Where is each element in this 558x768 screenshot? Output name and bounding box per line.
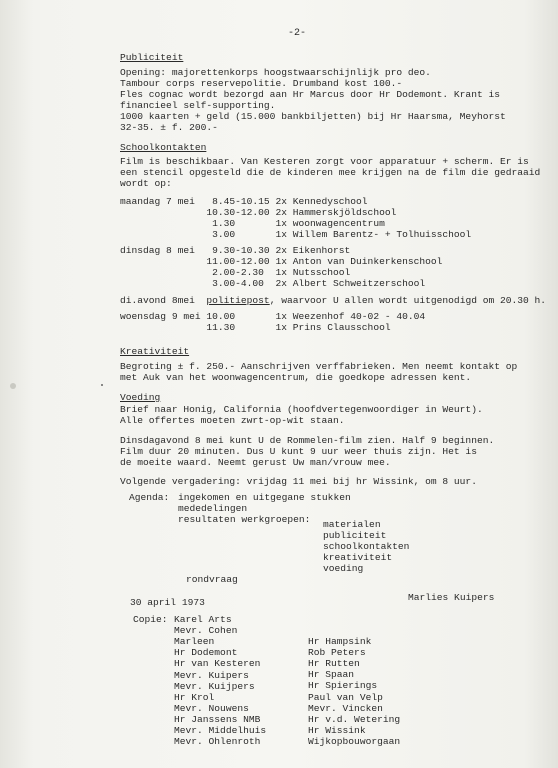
evening-prefix: di.avond 8mei xyxy=(120,295,207,306)
copy-recipient: Hr Rutten xyxy=(308,658,360,670)
voeding-line: Alle offertes moeten zwrt-op-wit staan. xyxy=(120,415,345,426)
copy-recipient: Hr Janssens NMB xyxy=(174,713,261,725)
ink-speck xyxy=(101,384,103,386)
section-heading-publiciteit: Publiciteit xyxy=(120,52,184,63)
publiciteit-line: Tambour corps reservepolitie. Drumband kost 100.- xyxy=(120,78,403,89)
wednesday-line: woensdag 9 mei 10.00 1x Weezenhof 40-02 - 40.04 xyxy=(120,311,426,322)
werkgroep-item: schoolkontakten xyxy=(323,541,410,552)
schedule-line: 3.00-4.00 2x Albert Schweitzerschool xyxy=(120,278,426,289)
agenda-rondvraag: rondvraag xyxy=(186,574,238,585)
copy-recipient: Mevr. Ohlenroth xyxy=(174,736,261,748)
dinsdagavond-line: de moeite waard. Neemt gerust Uw man/vrouw mee. xyxy=(120,457,391,468)
copy-label: Copie: xyxy=(133,614,168,625)
copy-recipient: Hr Krol xyxy=(174,691,215,703)
copy-recipient: Mevr. Vincken xyxy=(308,702,383,714)
copy-recipient: Wijkopbouworgaan xyxy=(308,735,401,747)
copy-recipient: Mevr. Kuipers xyxy=(174,669,249,681)
agenda-item: resultaten werkgroepen: xyxy=(178,514,311,525)
schedule-line: 10.30-12.00 2x Hammerskjöldschool xyxy=(120,207,397,218)
section-heading-kreativiteit: Kreativiteit xyxy=(120,346,190,357)
schedule-line: dinsdag 8 mei 9.30-10.30 2x Eikenhorst xyxy=(120,245,351,256)
copy-recipient: Karel Arts xyxy=(174,614,232,625)
schedule-line: maandag 7 mei 8.45-10.15 2x Kennedyschool xyxy=(120,196,368,207)
werkgroep-item: kreativiteit xyxy=(323,552,393,563)
page-number: -2- xyxy=(288,28,307,39)
evening-politiepost: politiepost xyxy=(206,295,270,306)
voeding-line: Brief naar Honig, California (hoofdvertegenwoordiger in Weurt). xyxy=(120,404,483,415)
werkgroep-item: voeding xyxy=(323,563,364,574)
schedule-line: 11.00-12.00 1x Anton van Duinkerkenschool xyxy=(120,256,443,267)
schoolkontakten-intro-line: wordt op: xyxy=(120,178,172,189)
agenda-label: Agenda: xyxy=(129,492,170,503)
publiciteit-line: Opening: majorettenkorps hoogstwaarschijnlijk pro deo. xyxy=(120,67,431,78)
copy-recipient: Mevr. Middelhuis xyxy=(174,725,267,736)
copy-recipient: Hr Dodemont xyxy=(174,647,238,659)
letter-date: 30 april 1973 xyxy=(130,597,205,608)
copy-recipient: Marleen xyxy=(174,636,215,648)
publiciteit-line: Fles cognac wordt bezorgd aan Hr Marcus door Hr Dodemont. Krant is xyxy=(120,89,500,100)
next-meeting-line: Volgende vergadering: vrijdag 11 mei bij hr Wissink, om 8 uur. xyxy=(120,476,477,487)
dinsdagavond-line: Film duur 20 minuten. Dus U kunt 9 uur weer thuis zijn. Het is xyxy=(120,446,477,457)
publiciteit-line: 1000 kaarten + geld (15.000 bankbiljetten) bij Hr Haarsma, Meyhorst xyxy=(120,111,506,122)
copy-recipient: Rob Peters xyxy=(308,647,366,659)
evening-suffix: , waarvoor U allen wordt uitgenodigd om 20.30 h. xyxy=(269,295,547,306)
publiciteit-line: 32-35. ± f. 200.- xyxy=(120,122,218,133)
copy-recipient: Hr Hampsink xyxy=(308,636,372,647)
section-heading-schoolkontakten: Schoolkontakten xyxy=(120,142,207,153)
punch-hole xyxy=(10,383,16,389)
copy-recipient: Mevr. Kuijpers xyxy=(174,680,255,692)
section-heading-voeding: Voeding xyxy=(120,392,161,403)
agenda-item: mededelingen xyxy=(178,503,248,514)
publiciteit-line: financieel self-supporting. xyxy=(120,100,276,111)
copy-recipient: Hr Spaan xyxy=(308,669,355,681)
werkgroep-item: publiciteit xyxy=(323,530,387,541)
dinsdagavond-line: Dinsdagavond 8 mei kunt U de Rommelen-film zien. Half 9 beginnen. xyxy=(120,435,495,446)
schoolkontakten-intro-line: Film is beschikbaar. Van Kesteren zorgt voor apparatuur + scherm. Er is xyxy=(120,156,529,167)
copy-recipient: Hr Spierings xyxy=(308,680,378,692)
evening-line xyxy=(120,295,546,306)
werkgroep-item: materialen xyxy=(323,519,381,530)
schoolkontakten-intro-line: een stencil opgesteld die de kinderen mee krijgen na de film die gedraaid xyxy=(120,167,541,178)
copy-recipient: Hr Wissink xyxy=(308,724,366,736)
copy-recipient: Paul van Velp xyxy=(308,691,383,703)
copy-recipient: Mevr. Nouwens xyxy=(174,702,249,714)
schedule-line: 2.00-2.30 1x Nutsschool xyxy=(120,267,351,278)
kreativiteit-line: Begroting ± f. 250.- Aanschrijven verffabrieken. Men neemt kontakt op xyxy=(120,361,518,372)
kreativiteit-line: met Auk van het woonwagencentrum, die goedkope adressen kent. xyxy=(120,372,472,383)
schedule-line: 3.00 1x Willem Barentz- + Tolhuisschool xyxy=(120,229,472,240)
copy-recipient: Hr v.d. Wetering xyxy=(308,713,401,725)
schedule-line: 1.30 1x woonwagencentrum xyxy=(120,218,385,229)
wednesday-line: 11.30 1x Prins Clausschool xyxy=(120,322,391,333)
copy-recipient: Hr van Kesteren xyxy=(174,658,261,670)
agenda-item: ingekomen en uitgegane stukken xyxy=(178,492,351,503)
signature-name: Marlies Kuipers xyxy=(408,592,495,603)
copy-recipient: Mevr. Cohen xyxy=(174,625,238,637)
